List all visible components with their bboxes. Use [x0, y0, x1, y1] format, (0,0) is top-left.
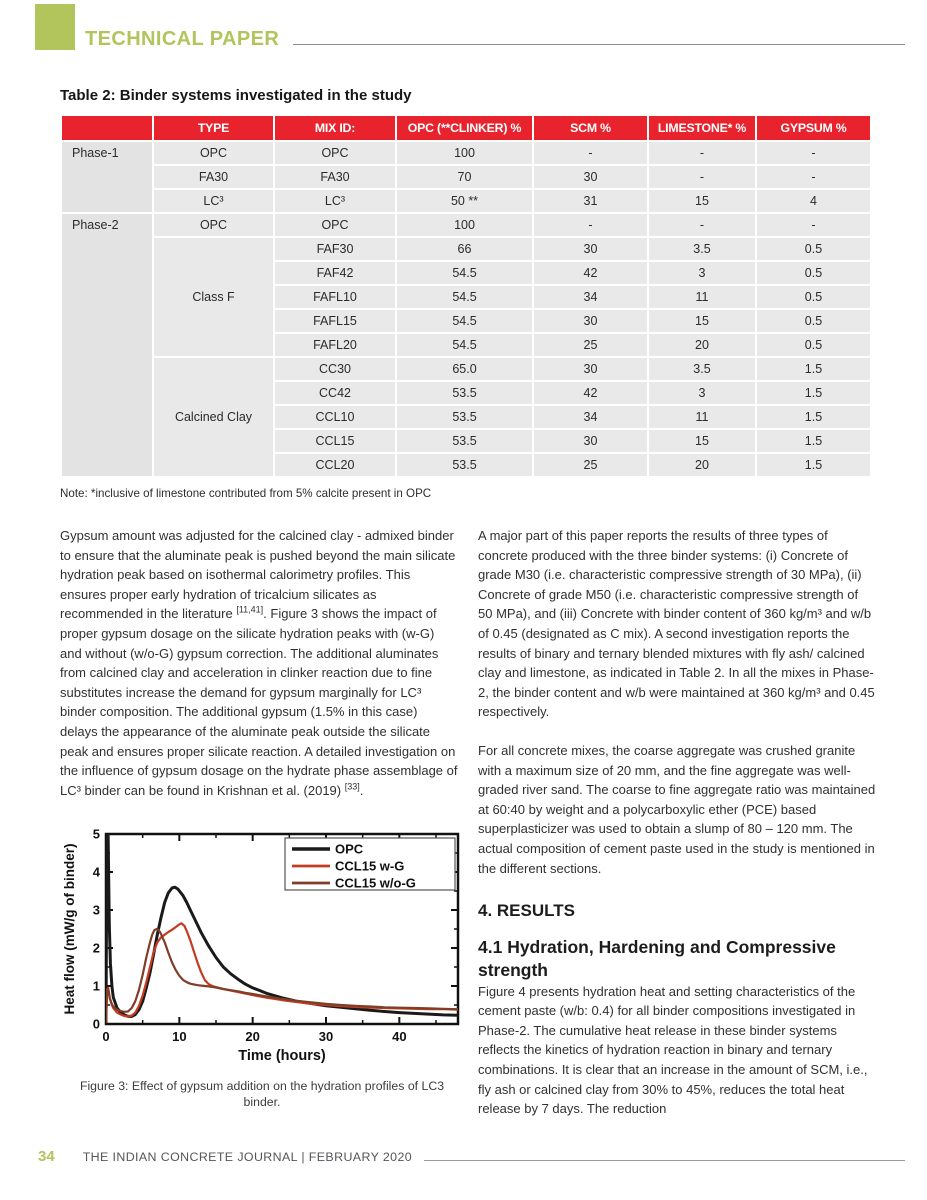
page-header: [85, 28, 905, 51]
table-cell: CCL15: [274, 429, 396, 453]
table-cell: Phase-1: [61, 141, 153, 213]
table-cell: 53.5: [396, 381, 533, 405]
x-tick-label: 0: [102, 1029, 110, 1044]
table-header-cell: OPC (**CLINKER) %: [396, 115, 533, 141]
y-tick-label: 3: [92, 902, 100, 918]
journal-name: THE INDIAN CONCRETE JOURNAL | FEBRUARY 2020: [82, 1150, 413, 1164]
table-cell: 30: [533, 309, 648, 333]
table-cell: 50 **: [396, 189, 533, 213]
table-row: [61, 141, 871, 165]
table-row: [61, 357, 871, 381]
table-cell: -: [756, 213, 871, 237]
table-cell: 3: [648, 261, 756, 285]
table-title: Table 2: Binder systems investigated in the study: [60, 87, 412, 104]
table-cell: LC³: [274, 189, 396, 213]
table-header-cell: SCM %: [533, 115, 648, 141]
table-cell: 15: [648, 309, 756, 333]
table-cell: FAFL20: [274, 333, 396, 357]
table-cell: 54.5: [396, 309, 533, 333]
table-cell: LC³: [153, 189, 274, 213]
table-cell: 11: [648, 405, 756, 429]
table-row: [61, 189, 871, 213]
y-tick-label: 1: [92, 978, 100, 994]
table-cell: FAFL10: [274, 285, 396, 309]
table-cell: 3.5: [648, 357, 756, 381]
chart-legend: [285, 838, 455, 891]
table-header-row: [61, 115, 871, 141]
table-cell: 54.5: [396, 285, 533, 309]
table-header-cell: MIX ID:: [274, 115, 396, 141]
table-cell: 54.5: [396, 261, 533, 285]
table-cell: 25: [533, 453, 648, 477]
table-cell: -: [533, 213, 648, 237]
y-axis-label: Heat flow (mW/g of binder): [62, 843, 77, 1015]
table-cell: 30: [533, 357, 648, 381]
table-cell: OPC: [274, 141, 396, 165]
binder-systems-table: [60, 114, 872, 478]
table-row: [61, 237, 871, 261]
figure-3-caption: Figure 3: Effect of gypsum addition on the hydration profiles of LC3 binder.: [79, 1079, 445, 1109]
left-column: [60, 526, 458, 800]
table-cell: 34: [533, 285, 648, 309]
paragraph-aggregates: For all concrete mixes, the coarse aggregate was crushed granite with a maximum size of 20 mm, and the fine aggregate was well-graded river sand. The coarse to fine aggregate ratio was maintained at 60:40 by weight and a polycarboxylic ether (PCE) based superplasticizer was used to obtain a slump of 80 – 120 mm. The actual composition of cement paste used in the study is mentioned in the different sections.: [478, 742, 876, 876]
x-tick-label: 20: [245, 1029, 260, 1044]
x-tick-label: 10: [172, 1029, 187, 1044]
table-cell: FAFL15: [274, 309, 396, 333]
y-tick-label: 5: [92, 826, 100, 842]
table-cell: CCL10: [274, 405, 396, 429]
table-cell: 1.5: [756, 453, 871, 477]
table-cell: -: [533, 141, 648, 165]
table-cell: 30: [533, 165, 648, 189]
table-body: [61, 141, 871, 477]
table-cell: 53.5: [396, 453, 533, 477]
table-cell: Phase-2: [61, 213, 153, 477]
table-note: Note: *inclusive of limestone contributed from 5% calcite present in OPC: [60, 487, 432, 500]
table-cell: -: [648, 141, 756, 165]
section-label: TECHNICAL PAPER: [85, 28, 280, 50]
legend-label: OPC: [335, 841, 364, 857]
table-cell: 20: [648, 333, 756, 357]
table-cell: 15: [648, 429, 756, 453]
x-tick-label: 40: [392, 1029, 407, 1044]
y-tick-label: 4: [92, 864, 100, 880]
y-tick-label: 0: [92, 1016, 100, 1032]
table-cell: 1.5: [756, 381, 871, 405]
table-cell: FAF30: [274, 237, 396, 261]
table-cell: 15: [648, 189, 756, 213]
table-cell: 0.5: [756, 333, 871, 357]
hydration-chart: [62, 826, 462, 1066]
table-cell: 20: [648, 453, 756, 477]
footer-rule: [424, 1151, 905, 1161]
paragraph-figure4: Figure 4 presents hydration heat and setting characteristics of the cement paste (w/b: 0.4) for all binder compositions investigated in Phase-2. The cumulative heat release in these binder systems reflects the kinetics of hydration reaction in binary and ternary combinations. It is clear that an increase in the amount of SCM, i.e., fly ash or calcined clay from 30% to 45%, reduces the total heat release by 7 days. The reduction: [478, 983, 868, 1117]
page-footer: [38, 1148, 905, 1165]
legend-label: CCL15 w/o-G: [335, 875, 416, 891]
table-cell: 34: [533, 405, 648, 429]
table-cell: -: [648, 213, 756, 237]
table-cell: 42: [533, 381, 648, 405]
table-cell: FA30: [153, 165, 274, 189]
table-cell: 100: [396, 141, 533, 165]
right-column: [478, 526, 876, 1119]
table-cell: Class F: [153, 237, 274, 357]
table-cell: 53.5: [396, 405, 533, 429]
table-cell: 65.0: [396, 357, 533, 381]
table-cell: 42: [533, 261, 648, 285]
figure-3: [62, 826, 462, 1110]
series-ccl15-w-o-g: [106, 929, 458, 1022]
table-cell: 1.5: [756, 405, 871, 429]
table-cell: 54.5: [396, 333, 533, 357]
table-header-cell: LIMESTONE* %: [648, 115, 756, 141]
legend-label: CCL15 w-G: [335, 858, 405, 874]
table-cell: -: [648, 165, 756, 189]
table-cell: 0.5: [756, 237, 871, 261]
table-header-cell: [61, 115, 153, 141]
journal-logo-square: [35, 4, 75, 50]
x-axis-label: Time (hours): [238, 1048, 326, 1064]
table-cell: 30: [533, 237, 648, 261]
table-cell: FAF42: [274, 261, 396, 285]
heading-results: 4. RESULTS: [478, 901, 575, 921]
table-header-cell: GYPSUM %: [756, 115, 871, 141]
table-cell: 66: [396, 237, 533, 261]
table-cell: 53.5: [396, 429, 533, 453]
heading-hydration: 4.1 Hydration, Hardening and Compressive strength: [478, 936, 836, 980]
table-cell: 31: [533, 189, 648, 213]
table-cell: OPC: [153, 213, 274, 237]
table-cell: 3: [648, 381, 756, 405]
table-cell: -: [756, 165, 871, 189]
table-cell: 1.5: [756, 429, 871, 453]
table-cell: CC42: [274, 381, 396, 405]
y-tick-label: 2: [92, 940, 100, 956]
table-cell: 70: [396, 165, 533, 189]
table-cell: 0.5: [756, 285, 871, 309]
table-cell: -: [756, 141, 871, 165]
table-cell: 0.5: [756, 261, 871, 285]
table-cell: FA30: [274, 165, 396, 189]
table-cell: 25: [533, 333, 648, 357]
table-row: [61, 165, 871, 189]
table-cell: 11: [648, 285, 756, 309]
table-cell: CCL20: [274, 453, 396, 477]
table-cell: CC30: [274, 357, 396, 381]
table-cell: OPC: [153, 141, 274, 165]
table-cell: OPC: [274, 213, 396, 237]
table-header-cell: TYPE: [153, 115, 274, 141]
table-cell: 30: [533, 429, 648, 453]
page-number: 34: [38, 1148, 55, 1165]
table-cell: 100: [396, 213, 533, 237]
table-cell: 4: [756, 189, 871, 213]
table-row: [61, 213, 871, 237]
table-cell: 0.5: [756, 309, 871, 333]
paragraph-concrete-types: A major part of this paper reports the results of three types of concrete produced with the three binder systems: (i) Concrete of grade M30 (i.e. characteristic compressive strength of 30 MPa), (ii) Concrete of grade M50 (i.e. characteristic compressive strength of 50 MPa), and (iii) Concrete with binder content of 360 kg/m³ and w/b of 0.45 (designated as C mix). A second investigation reports the results of binary and ternary blended mixtures with fly ash/ calcined clay and limestone, as indicated in Table 2. In all the mixes in Phase-2, the binder content and w/b were maintained at 360 kg/m³ and 0.45 respectively.: [478, 528, 875, 720]
paragraph-gypsum: Gypsum amount was adjusted for the calcined clay - admixed binder to ensure that the aluminate peak is pushed beyond the main silicate hydration peak based on isothermal calorimetry profiles. This ensures proper early hydration of tricalcium silicates as recommended in the literature [11,41]. Figure 3 shows the impact of proper gypsum dosage on the silicate hydration peaks with (w-G) and without (w/o-G) gypsum correction. The additional aluminates from calcined clay and acceleration in clinker reaction due to fine substitutes increase the demand for gypsum marginally for LC³ binder composition. The additional gypsum (1.5% in this case) delays the appearance of the aluminate peak outside the silicate peak and ensures proper silicate reaction. A detailed investigation on the influence of gypsum dosage on the hydrate phase assemblage of LC³ binder can be found in Krishnan et al. (2019) [33].: [60, 528, 458, 798]
table-cell: 3.5: [648, 237, 756, 261]
table-cell: 1.5: [756, 357, 871, 381]
table-cell: Calcined Clay: [153, 357, 274, 477]
x-tick-label: 30: [318, 1029, 334, 1044]
header-rule: [293, 29, 905, 45]
